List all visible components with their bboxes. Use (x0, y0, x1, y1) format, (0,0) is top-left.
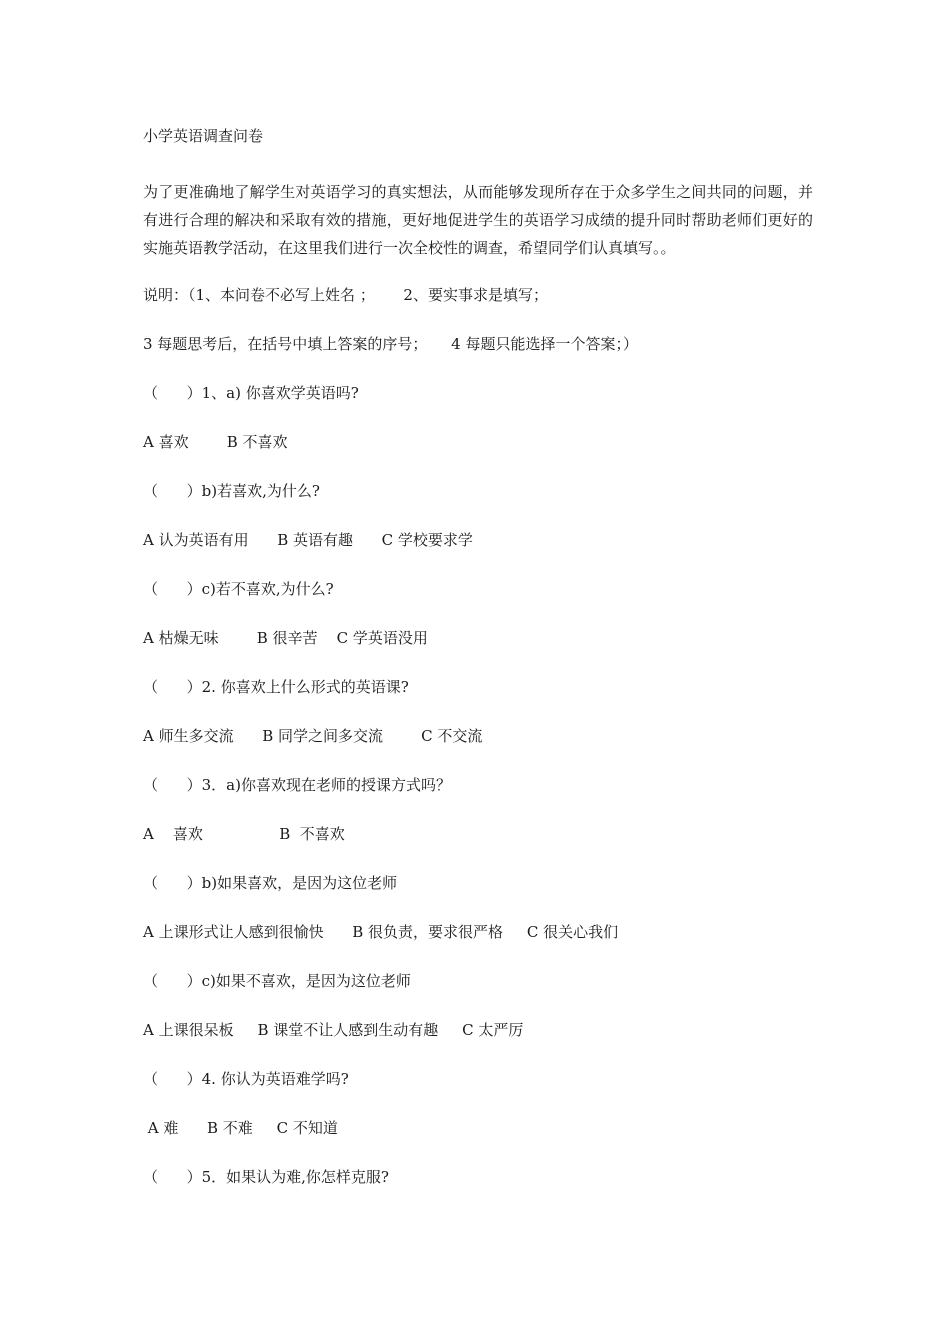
question-3c: （ ）c)如果不喜欢，是因为这位老师 (143, 972, 411, 990)
question-3b-options: A 上课形式让人感到很愉快 B 很负责，要求很严格 C 很关心我们 (143, 923, 619, 941)
question-1b: （ ）b)若喜欢,为什么? (143, 482, 320, 500)
question-4: （ ）4. 你认为英语难学吗? (143, 1070, 349, 1088)
document-title: 小学英语调查问卷 (143, 127, 264, 145)
question-1a-options: A 喜欢 B 不喜欢 (143, 433, 288, 451)
instructions-line-1: 说明：（1、本问卷不必写上姓名 ； 2、要实事求是填写； (143, 286, 548, 304)
question-2-options: A 师生多交流 B 同学之间多交流 C 不交流 (143, 727, 483, 745)
question-3a-options: A 喜欢 B 不喜欢 (143, 825, 345, 843)
question-3b: （ ）b)如果喜欢，是因为这位老师 (143, 874, 398, 892)
question-2: （ ）2. 你喜欢上什么形式的英语课? (143, 678, 409, 696)
question-1c: （ ）c)若不喜欢,为什么? (143, 580, 334, 598)
question-1b-options: A 认为英语有用 B 英语有趣 C 学校要求学 (143, 531, 473, 549)
instructions-line-2: 3 每题思考后，在括号中填上答案的序号； 4 每题只能选择一个答案；） (143, 335, 638, 353)
question-3a: （ ）3．a)你喜欢现在老师的授课方式吗？ (143, 776, 451, 794)
question-1a: （ ）1、a) 你喜欢学英语吗? (143, 384, 359, 402)
question-3c-options: A 上课很呆板 B 课堂不让人感到生动有趣 C 太严厉 (143, 1021, 524, 1039)
question-5: （ ）5．如果认为难,你怎样克服? (143, 1168, 389, 1186)
question-4-options: A 难 B 不难 C 不知道 (143, 1119, 338, 1137)
question-1c-options: A 枯燥无味 B 很辛苦 C 学英语没用 (143, 629, 428, 647)
intro-paragraph: 为了更准确地了解学生对英语学习的真实想法，从而能够发现所存在于众多学生之间共同的问题，并有进行合理的解决和采取有效的措施，更好地促进学生的英语学习成绩的提升同时帮助老师们更好的实施英语教学活动，在这里我们进行一次全校性的调查，希望同学们认真填写。。 (143, 183, 813, 257)
document-page (143, 124, 813, 1214)
